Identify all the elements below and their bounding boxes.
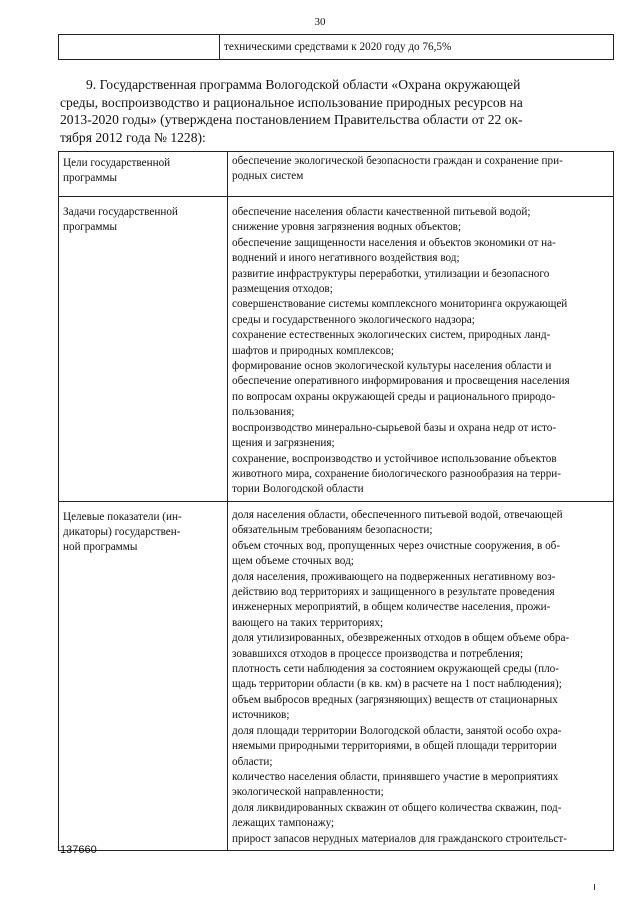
table-cell-empty [59,35,220,60]
table-row-tasks [59,197,614,502]
goals-label [59,152,228,197]
tasks-text [228,197,614,502]
tasks-text-line: размещения отходов; [232,283,333,296]
targets-text-line: области; [232,755,273,768]
tasks-text-line: тории Вологодской области [232,483,364,496]
tasks-text-line: пользования; [232,406,295,419]
tasks-text-line: снижение уровня загрязнения водных объектов; [232,221,462,234]
targets-text-line: доля ликвидированных скважин от общего количества скважин, под- [232,801,562,814]
targets-text-line: вающего на таких территориях; [232,616,384,629]
heading-line: тября 2012 года № 1228): [60,129,206,145]
tasks-text-line: сохранение естественных экологических систем, природных ланд- [232,329,551,342]
targets-text-line: экологической направленности; [232,786,384,799]
targets-text-line: действию вод территориях и защищенного в результате проведения [232,586,555,599]
tasks-text-line: обеспечение защищенности населения и объектов экономики от на- [232,236,556,249]
tasks-text-line: по вопросам охраны окружающей среды и рационального природо- [232,390,556,403]
targets-text [228,502,614,851]
targets-text-line: доля населения, проживающего на подверженных негативному воз- [232,570,556,583]
targets-text-line: объем сточных вод, пропущенных через очистные сооружения, в об- [232,539,561,552]
targets-text-line: количество населения области, принявшего участие в мероприятиях [232,770,559,783]
goals-label-line: Цели государственной [63,157,171,169]
tasks-text-line: сохранение, воспроизводство и устойчивое использование объектов [232,452,557,465]
targets-text-line: обязательным требованиям безопасности; [232,524,433,537]
tasks-text-line: формирование основ экологической культуры населения области и [232,360,552,373]
targets-text-line: доля утилизированных, обезвреженных отходов в общем объеме обра- [232,632,570,645]
table-row-goals [59,152,614,197]
targets-text-line: зовавшихся отходов в процессе производства и потребления; [232,647,524,660]
targets-text-line: щадь территории области (в кв. км) в расчете на 1 пост наблюдения); [232,678,562,691]
tasks-text-line: обеспечение оперативного информирования и просвещения населения [232,375,570,388]
tasks-text-line: воднений и иного негативного воздействия вод; [232,252,460,265]
targets-label [59,502,228,851]
goals-text-line: обеспечение экологической безопасности граждан и сохранение при- [232,155,563,167]
tasks-text-line: воспроизводство минерально-сырьевой базы и охрана недр от исто- [232,421,557,434]
goals-label-line: программы [63,172,117,185]
tasks-text-line: совершенствование системы комплексного мониторинга окружающей [232,298,568,311]
targets-label-line: Целевые показатели (ин- [63,511,182,523]
heading-line: 9. Государственная программа Вологодской области «Охрана окружающей [86,77,521,92]
targets-text-line: няемыми природными территориями, в общей площади территории [232,740,557,753]
targets-text-line: источников; [232,709,290,722]
targets-text-line: прирост запасов нерудных материалов для гражданского строительст- [232,832,567,845]
tasks-text-line: животного мира, сохранение биологического разнообразия на терри- [232,467,562,480]
targets-text-line: доля площади территории Вологодской области, занятой особо охра- [232,724,562,737]
targets-text-line: доля населения области, обеспеченного питьевой водой, отвечающей [232,509,563,521]
section-heading [60,76,613,146]
table-row-targets [59,502,614,851]
targets-text-line: объем выбросов вредных (загрязняющих) веществ от стационарных [232,693,558,706]
goals-text-line: родных систем [232,170,304,183]
scan-mark [594,884,595,890]
heading-line: среды, воспроизводство и рациональное использование природных ресурсов на [60,94,523,110]
tasks-label-line: Задачи государственной [63,206,178,218]
page-number: 30 [314,16,326,28]
document-code: 137660 [60,844,97,856]
tasks-text-line: обеспечение населения области качественной питьевой водой; [232,206,531,218]
goals-text [228,152,614,197]
targets-text-line: щем объеме сточных вод; [232,555,354,568]
table-cell-text: техническими средствами к 2020 году до 76,5% [220,35,614,60]
targets-text-line: инженерных мероприятий, в общем количестве населения, прожи- [232,601,551,614]
tasks-label [59,197,228,502]
program-passport-table [58,151,614,851]
tasks-label-line: программы [63,221,117,234]
tasks-text-line: среды и государственного экологического надзора; [232,313,475,326]
heading-line: 2013-2020 годы» (утверждена постановлением Правительства области от 22 ок- [60,112,523,127]
tasks-text-line: шафтов и природных комплексов; [232,344,395,357]
tasks-text-line: развитие инфраструктуры переработки, утилизации и безопасного [232,267,550,280]
targets-label-line: дикаторы) государствен- [63,526,181,539]
targets-text-line: плотность сети наблюдения за состоянием окружающей среды (пло- [232,663,559,676]
table-row [59,35,614,60]
targets-label-line: ной программы [63,541,138,554]
targets-text-line: лежащих тампонажу; [232,817,335,830]
continuation-table [58,34,614,60]
tasks-text-line: щения и загрязнения; [232,437,335,450]
